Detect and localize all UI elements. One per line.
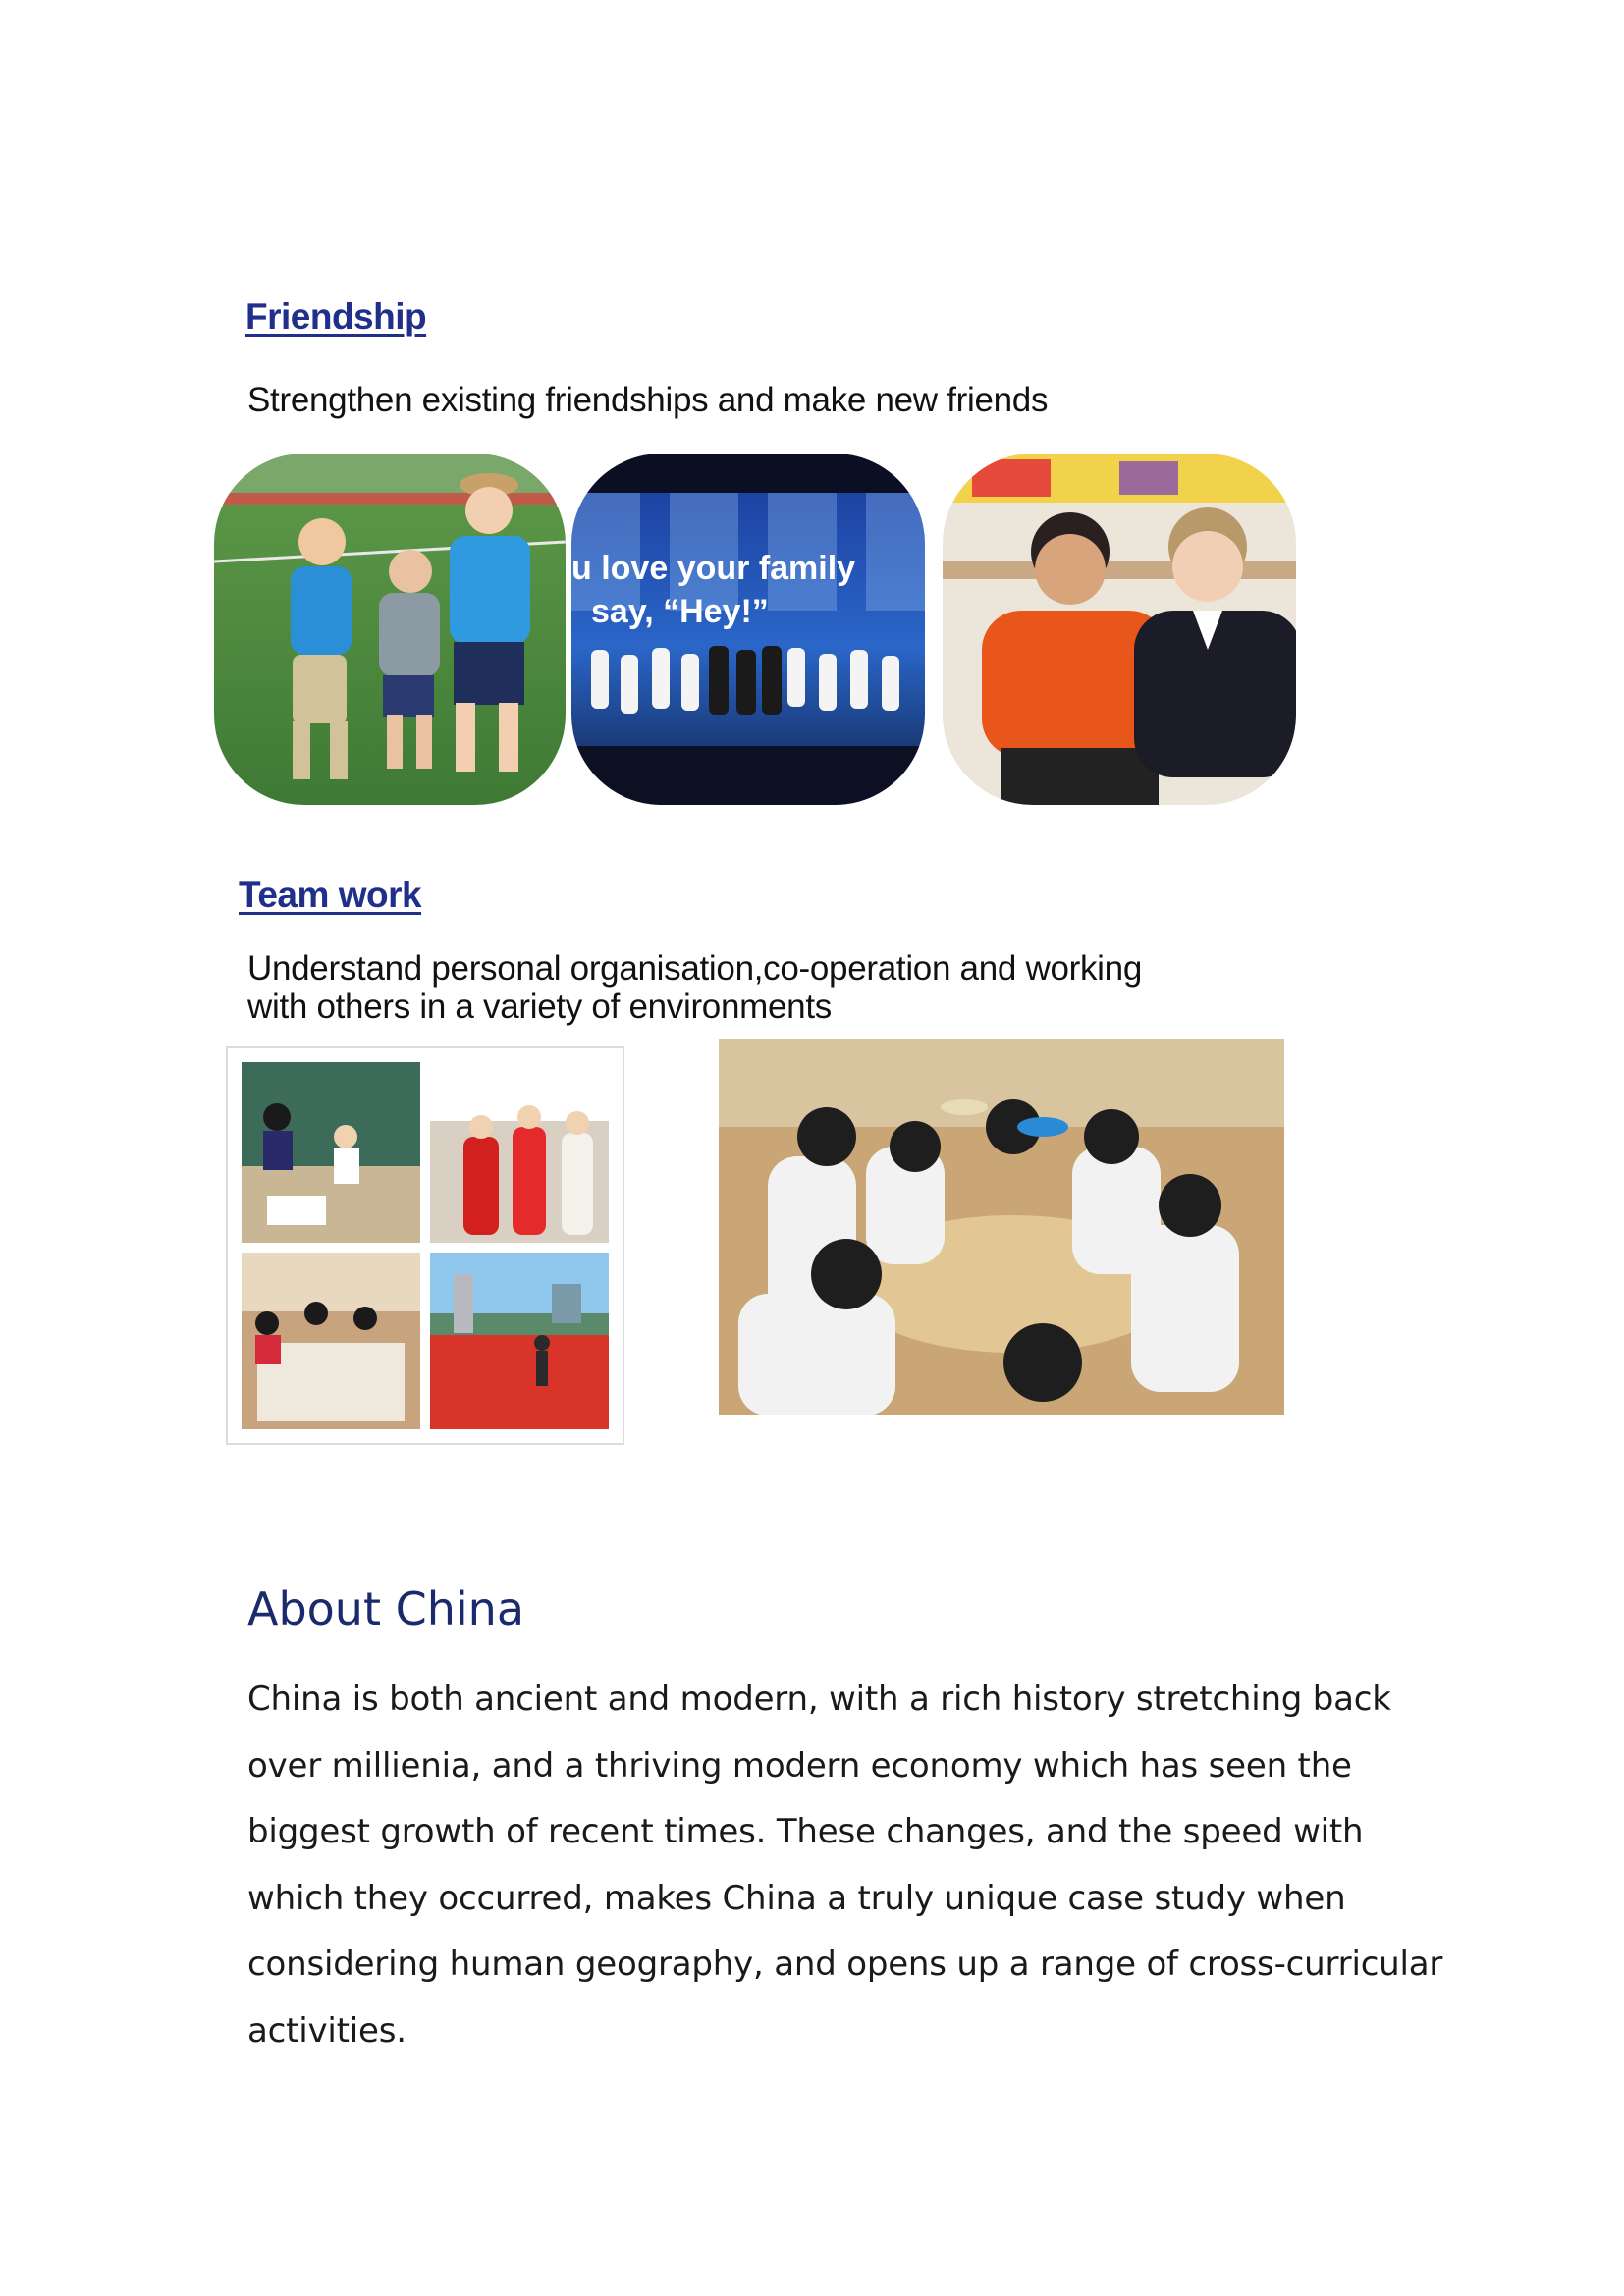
paragraph-line: which they occurred, makes China a truly unique case study when — [247, 1878, 1346, 1918]
paragraph-line: over millienia, and a thriving modern economy which has seen the — [247, 1745, 1352, 1786]
teamwork-photo-collage — [228, 1048, 623, 1443]
friendship-photo-two-boys — [943, 454, 1296, 805]
about-china-title: About China — [247, 1582, 525, 1635]
paragraph-line: biggest growth of recent times. These changes, and the speed with — [247, 1812, 1364, 1851]
stage-caption-line: say, “Hey!” — [591, 593, 769, 630]
teamwork-subtitle-line: with others in a variety of environments — [247, 988, 832, 1026]
stage-caption-line: u love your family — [571, 550, 856, 587]
teamwork-photo-group-hands — [719, 1039, 1284, 1415]
friendship-photo-kids-running — [214, 454, 566, 805]
friendship-subtitle: Strengthen existing friendships and make new friends — [247, 381, 1049, 419]
friendship-photo-stage-performance — [571, 454, 925, 805]
paragraph-line: considering human geography, and opens up a range of cross-curricular — [247, 1945, 1443, 1984]
teamwork-subtitle-line: Understand personal organisation,co-operation and working — [247, 949, 1142, 988]
friendship-heading[interactable]: Friendship — [245, 296, 427, 337]
about-china-paragraph — [247, 1667, 1442, 2064]
teamwork-subtitle — [247, 949, 1142, 1026]
paragraph-line: China is both ancient and modern, with a rich history stretching back — [247, 1680, 1391, 1719]
teamwork-heading[interactable]: Team work — [239, 875, 422, 915]
paragraph-line: activities. — [247, 2010, 406, 2051]
